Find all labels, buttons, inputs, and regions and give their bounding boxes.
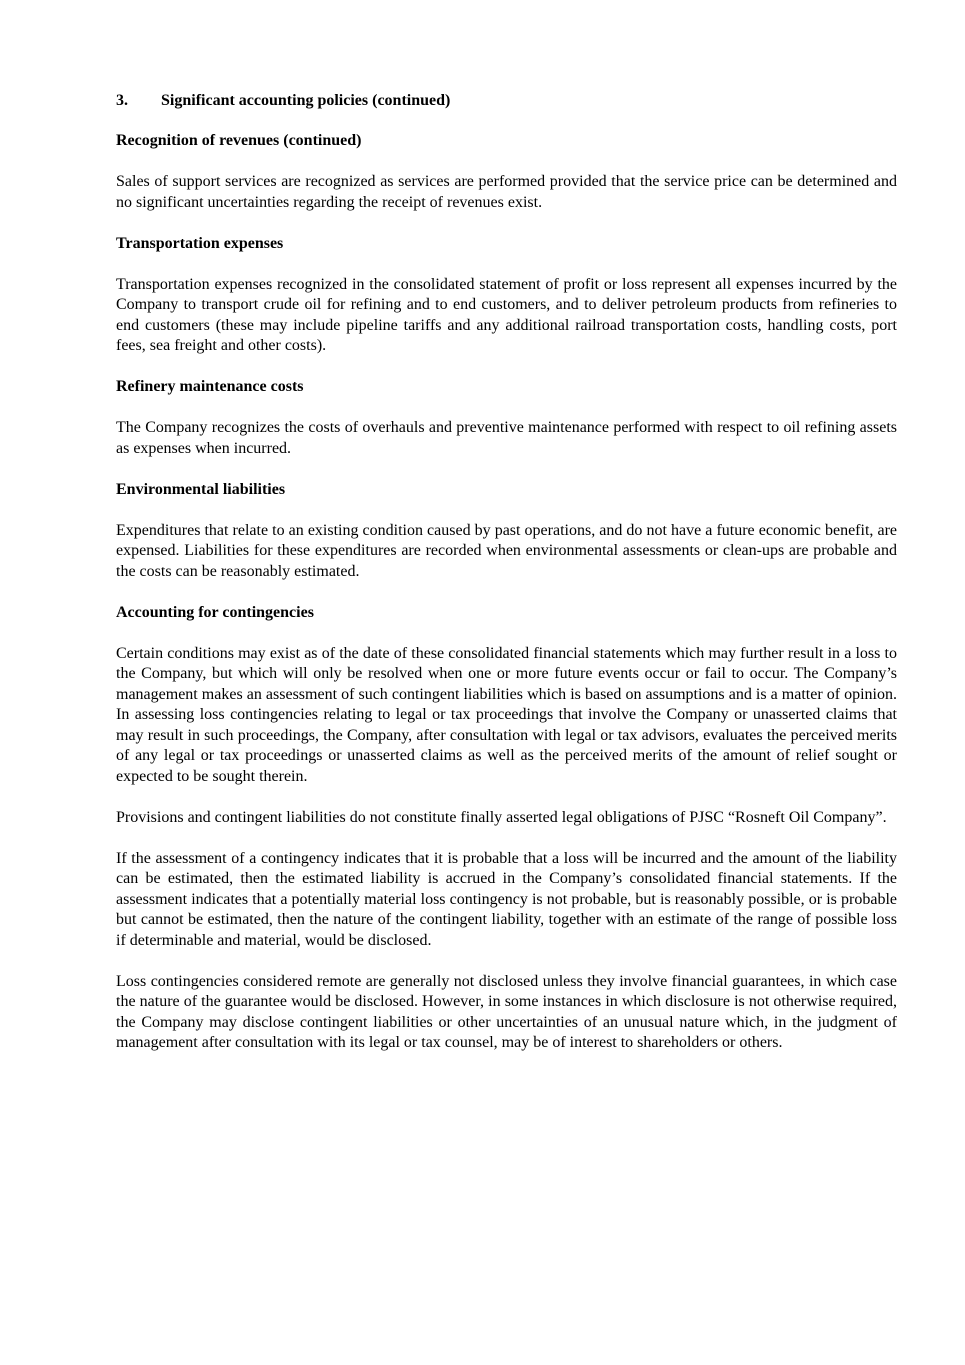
section-number: 3. (116, 92, 128, 109)
paragraph: Loss contingencies considered remote are generally not disclosed unless they involve financial guarantees, in which case the nature of the guarantee would be disclosed. However, in some instances in which disclosure is not otherwise required, the Company may disclose contingent liabilities or other uncertainties of an unusual nature which, in the judgment of management after consultation with its legal or tax counsel, may be of interest to shareholders or others. (116, 972, 897, 1051)
paragraph: Provisions and contingent liabilities do not constitute finally asserted legal obligations of PJSC “Rosneft Oil Company”. (116, 808, 887, 826)
block-transportation-expenses (116, 234, 897, 357)
paragraph: Sales of support services are recognized as services are performed provided that the service price can be determined and no significant uncertainties regarding the receipt of revenues exist. (116, 173, 897, 211)
paragraph: The Company recognizes the costs of overhauls and preventive maintenance performed with respect to oil refining assets as expenses when incurred. (116, 419, 897, 457)
section-title-text: Significant accounting policies (continued) (161, 92, 451, 109)
paragraph: Expenditures that relate to an existing condition caused by past operations, and do not have a future economic benefit, are expensed. Liabilities for these expenditures are recorded when environmental assessments or clean-ups are probable and the costs can be reasonably estimated. (116, 521, 897, 580)
heading-refinery-maintenance-costs: Refinery maintenance costs (116, 378, 304, 395)
heading-environmental-liabilities: Environmental liabilities (116, 480, 286, 498)
block-environmental-liabilities (116, 480, 897, 583)
heading-accounting-for-contingencies: Accounting for contingencies (116, 603, 314, 621)
block-accounting-for-contingencies (116, 603, 897, 1054)
document-page (116, 91, 897, 1074)
heading-transportation-expenses: Transportation expenses (116, 234, 284, 252)
block-refinery-maintenance-costs (116, 377, 897, 459)
heading-recognition-of-revenues: Recognition of revenues (continued) (116, 132, 362, 149)
paragraph: Transportation expenses recognized in the consolidated statement of profit or loss represent all expenses incurred by the Company to transport crude oil for refining and to end customers, and to deliver petroleum products from refineries to end customers (these may include pipeline tariffs and any additional railroad transportation costs, handling costs, port fees, sea freight and other costs). (116, 275, 897, 354)
section-title (116, 91, 897, 111)
paragraph: If the assessment of a contingency indicates that it is probable that a loss will be incurred and the amount of the liability can be estimated, then the estimated liability is accrued in the Company’s consolidated financial statements. If the assessment indicates that a potentially material loss contingency is not probable, but is reasonably possible, or is probable but cannot be estimated, then the nature of the contingent liability, together with an estimate of the range of possible loss if determinable and material, would be disclosed. (116, 849, 897, 949)
paragraph: Certain conditions may exist as of the date of these consolidated financial statements which may further result in a loss to the Company, but which will only be resolved when one or more future events occur or fail to occur. The Company’s management makes an assessment of such contingent liabilities which is based on assumptions and is a matter of opinion. In assessing loss contingencies relating to legal or tax proceedings that involve the Company or unasserted claims that may result in such proceedings, the Company, after consultation with legal or tax advisors, evaluates the perceived merits of any legal or tax proceedings or unasserted claims as well as the perceived merits of the amount of relief sought or expected to be sought therein. (116, 644, 897, 785)
block-recognition-of-revenues (116, 131, 897, 213)
